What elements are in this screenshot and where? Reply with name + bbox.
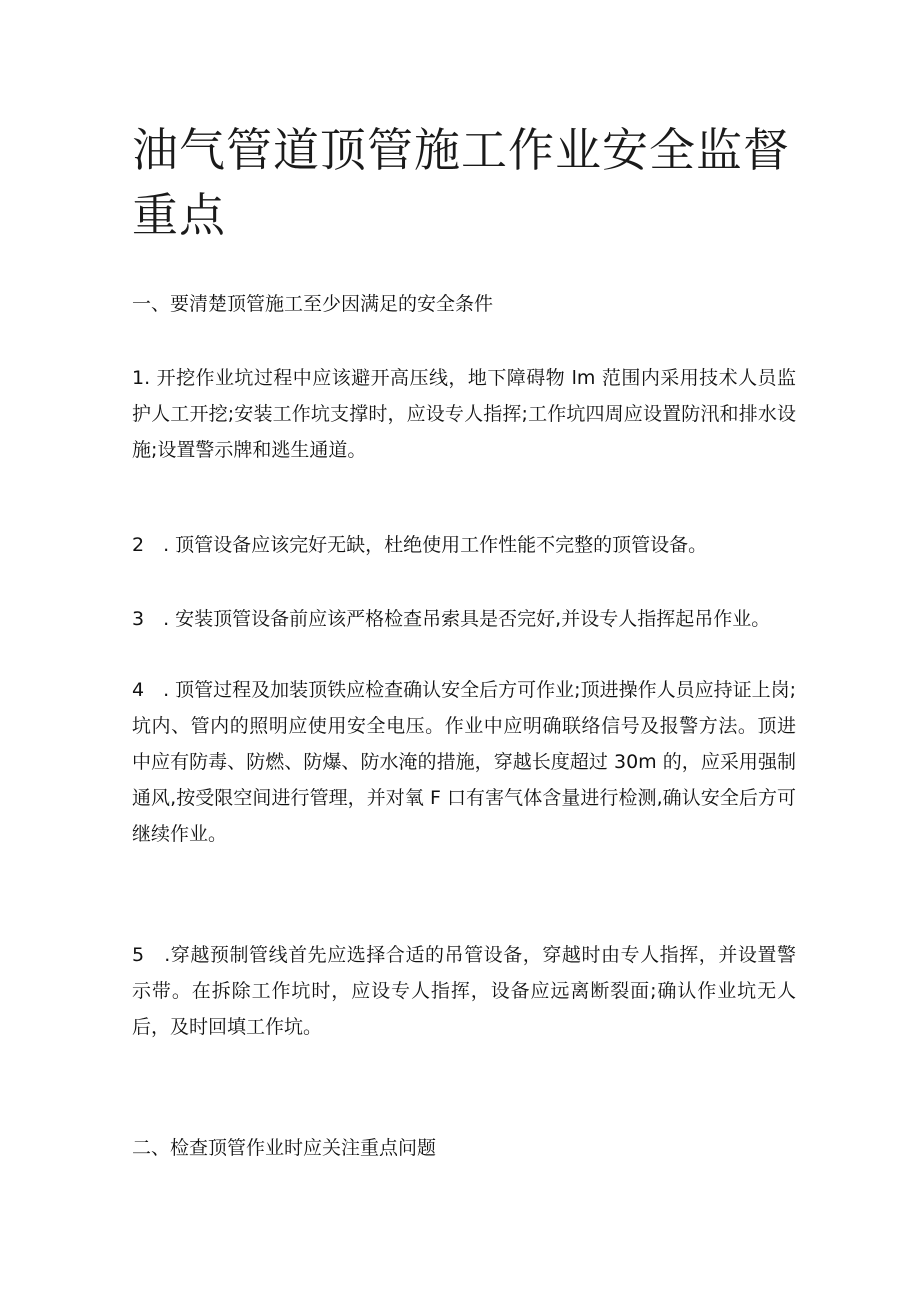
paragraph-5: 5 .穿越预制管线首先应选择合适的吊管设备，穿越时由专人指挥，并设置警示带。在拆除工作坑时，应设专人指挥，设备应远离断裂面;确认作业坑无人后，及时回填工作坑。 — [132, 944, 796, 1038]
document-title: 油气管道顶管施工作业安全监督重点 — [132, 123, 790, 242]
section-heading-2: 二、检查顶管作业时应关注重点问题 — [132, 1137, 437, 1159]
section-heading-1: 一、要清楚顶管施工至少因满足的安全条件 — [132, 293, 494, 315]
paragraph-2: 2 . 顶管设备应该完好无缺，杜绝使用工作性能不完整的顶管设备。 — [132, 534, 708, 556]
paragraph-1: 1. 开挖作业坑过程中应该避开高压线，地下障碍物 lm 范围内采用技术人员监护人工开挖;安装工作坑支撑时，应设专人指挥;工作坑四周应设置防汛和排水设施;设置警示牌和逃生通道。 — [132, 367, 796, 461]
paragraph-3: 3 . 安装顶管设备前应该严格检查吊索具是否完好,并设专人指挥起吊作业。 — [132, 608, 771, 630]
paragraph-4: 4 . 顶管过程及加装顶铁应检查确认安全后方可作业;顶进操作人员应持证上岗;坑内、管内的照明应使用安全电压。作业中应明确联络信号及报警方法。顶进中应有防毒、防燃、防爆、防水淹的措施，穿越长度超过 30m 的，应采用强制通风,按受限空间进行管理，并对氧 F 口有害气体含量进行检测,确认安全后方可继续作业。 — [132, 679, 796, 845]
